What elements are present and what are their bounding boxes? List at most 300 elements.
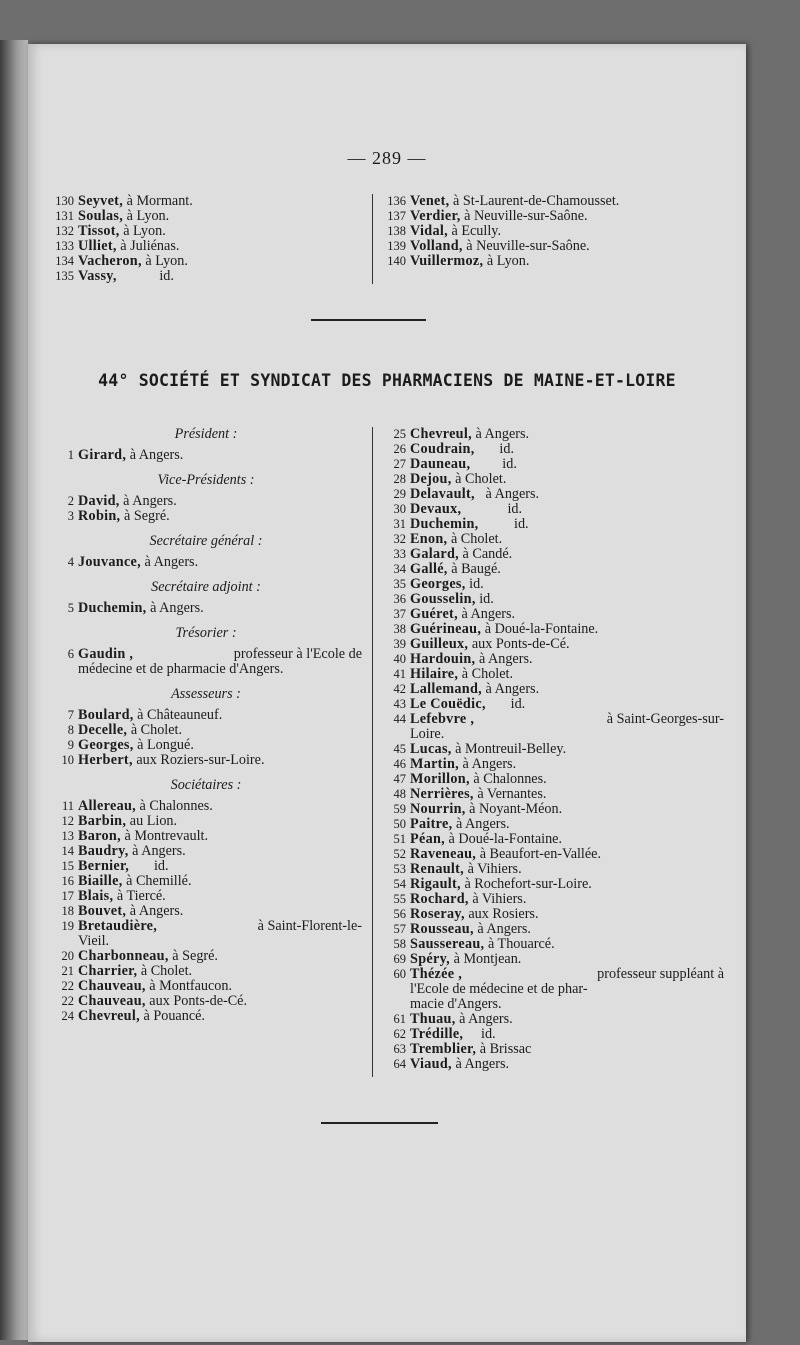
entry-number: 36	[393, 592, 406, 606]
member-name: Rochard,	[410, 891, 469, 907]
member-name: Tissot,	[78, 223, 120, 239]
member-location: à Cholet.	[447, 531, 503, 547]
entry-number: 64	[393, 1057, 406, 1071]
member-entry	[382, 817, 724, 832]
member-entry	[50, 799, 362, 814]
member-location: à Thouarcé.	[484, 936, 555, 952]
member-location: à Chemillé.	[122, 873, 192, 889]
entry-number: 43	[393, 697, 406, 711]
member-name: Girard,	[78, 447, 127, 463]
entry-number: 31	[393, 517, 406, 531]
member-location: à Angers.	[128, 843, 186, 859]
member-location: à Noyant-Méon.	[465, 801, 563, 817]
member-name: Le Couëdic,	[410, 696, 486, 712]
member-location: à Saint-Florent-le-	[257, 918, 362, 934]
member-entry	[382, 472, 724, 487]
end-rule	[321, 1122, 438, 1124]
member-name: Biaille,	[78, 873, 123, 889]
member-location: à Angers.	[119, 493, 177, 509]
member-name: Devaux,	[410, 501, 462, 517]
entry-number: 134	[55, 254, 74, 268]
role-secretaire-general: Secrétaire général :	[149, 533, 263, 549]
member-entry	[50, 555, 362, 570]
member-location: à Mormant.	[123, 193, 193, 209]
member-location: à Angers.	[471, 426, 530, 442]
entry-number: 138	[387, 224, 406, 238]
entry-number: 38	[393, 622, 406, 636]
member-location: à Cholet.	[127, 722, 183, 738]
member-name: Trédille,	[410, 1026, 464, 1042]
entry-number: 137	[387, 209, 406, 223]
entry-number: 22	[61, 979, 74, 993]
member-name: Viaud,	[410, 1056, 452, 1072]
role-societaires: Sociétaires :	[170, 777, 242, 793]
member-entry	[382, 667, 724, 682]
member-name: Georges,	[78, 737, 134, 753]
member-entry	[50, 448, 362, 463]
member-entry	[382, 832, 724, 847]
entry-number: 53	[393, 862, 406, 876]
entry-number: 55	[393, 892, 406, 906]
member-name: Lallemand,	[410, 681, 482, 697]
member-entry	[382, 907, 724, 922]
member-name: Charbonneau,	[78, 948, 169, 964]
member-name: Gousselin,	[410, 591, 476, 607]
member-entry	[382, 967, 724, 1012]
member-location: id.	[475, 591, 494, 607]
entry-number: 60	[393, 967, 406, 981]
right-column	[382, 427, 724, 1072]
entry-number: 27	[393, 457, 406, 471]
member-location: à Angers.	[475, 651, 533, 667]
member-name: Morillon,	[410, 771, 470, 787]
member-entry	[50, 509, 362, 524]
member-location-continued: médecine et de pharmacie d'Angers.	[78, 661, 284, 677]
member-location: à Cholet.	[458, 666, 514, 682]
member-location: à Cholet.	[451, 471, 507, 487]
entry-number: 28	[393, 472, 406, 486]
member-name: Georges,	[410, 576, 466, 592]
member-entry	[382, 1012, 724, 1027]
member-name: Hilaire,	[410, 666, 459, 682]
member-entry	[50, 859, 362, 874]
member-name: Thézée ,	[410, 966, 463, 982]
member-name: Decelle,	[78, 722, 128, 738]
member-entry	[382, 952, 724, 967]
member-name: Barbin,	[78, 813, 127, 829]
member-name: Bernier,	[78, 858, 130, 874]
member-location: à Juliénas.	[116, 238, 180, 254]
entry-number: 24	[61, 1009, 74, 1023]
member-name: Soulas,	[78, 208, 124, 224]
entry-number: 33	[393, 547, 406, 561]
member-name: Nerrières,	[410, 786, 474, 802]
member-entry	[382, 457, 724, 472]
role-president: Président :	[174, 426, 238, 442]
member-location: professeur à l'Ecole de	[233, 646, 362, 662]
member-location-continued: Vieil.	[78, 933, 110, 949]
member-entry	[382, 637, 724, 652]
entry-number: 41	[393, 667, 406, 681]
member-location: à Doué-la-Fontaine.	[481, 621, 599, 637]
member-entry	[50, 919, 362, 949]
entry-number: 136	[387, 194, 406, 208]
member-entry	[382, 937, 724, 952]
column-divider-main	[372, 427, 373, 1077]
member-location: id.	[116, 268, 174, 284]
member-location: au Lion.	[126, 813, 178, 829]
member-location: à Longué.	[133, 737, 194, 753]
member-entry	[50, 874, 362, 889]
entry-number: 130	[55, 194, 74, 208]
entry-number: 29	[393, 487, 406, 501]
member-location: id.	[470, 456, 517, 472]
member-entry	[382, 442, 724, 457]
book-page	[28, 44, 746, 1342]
member-entry	[50, 194, 380, 209]
member-entry	[382, 1027, 724, 1042]
member-entry	[382, 254, 722, 269]
entry-number: 25	[393, 427, 406, 441]
entry-number: 20	[61, 949, 74, 963]
entry-number: 9	[67, 738, 74, 752]
entry-number: 61	[393, 1012, 406, 1026]
member-entry	[50, 753, 362, 768]
member-name: Dauneau,	[410, 456, 471, 472]
member-entry	[382, 847, 724, 862]
member-entry	[382, 532, 724, 547]
member-name: Vassy,	[78, 268, 117, 284]
member-entry	[50, 224, 380, 239]
entry-number: 7	[67, 708, 74, 722]
entry-number: 3	[67, 509, 74, 523]
member-location: à Lyon.	[141, 253, 188, 269]
entry-number: 15	[61, 859, 74, 873]
member-entry	[50, 979, 362, 994]
entry-number: 16	[61, 874, 74, 888]
entry-number: 131	[55, 209, 74, 223]
member-entry	[382, 892, 724, 907]
member-entry	[50, 829, 362, 844]
member-location: à Vernantes.	[473, 786, 547, 802]
entry-number: 4	[67, 555, 74, 569]
member-name: Péan,	[410, 831, 445, 847]
member-entry	[50, 738, 362, 753]
member-name: Hardouin,	[410, 651, 476, 667]
member-name: Rousseau,	[410, 921, 474, 937]
member-name: Jouvance,	[78, 554, 141, 570]
member-location: à Angers.	[126, 447, 184, 463]
member-name: Chevreul,	[410, 426, 472, 442]
member-name: Galard,	[410, 546, 459, 562]
member-location-continued: Loire.	[410, 726, 445, 742]
member-location: professeur suppléant à	[597, 966, 724, 982]
member-name: Gaudin ,	[78, 646, 134, 662]
member-entry	[50, 494, 362, 509]
top-right-list	[382, 194, 722, 269]
member-location: à Châteauneuf.	[133, 707, 223, 723]
entry-number: 19	[61, 919, 74, 933]
member-entry	[382, 517, 724, 532]
entry-number: 21	[61, 964, 74, 978]
member-entry	[382, 772, 724, 787]
member-location: à Chalonnes.	[136, 798, 213, 814]
member-name: Verdier,	[410, 208, 461, 224]
entry-number: 26	[393, 442, 406, 456]
member-location-continued: l'Ecole de médecine et de phar-	[410, 981, 588, 997]
entry-number: 18	[61, 904, 74, 918]
member-location: à Ecully.	[447, 223, 501, 239]
member-name: Martin,	[410, 756, 459, 772]
entry-number: 1	[67, 448, 74, 462]
role-vice-presidents: Vice-Présidents :	[157, 472, 255, 488]
member-entry	[50, 889, 362, 904]
member-entry	[50, 254, 380, 269]
member-entry	[50, 844, 362, 859]
entry-number: 14	[61, 844, 74, 858]
member-location-continued: macie d'Angers.	[410, 996, 502, 1012]
member-name: Chauveau,	[78, 993, 146, 1009]
member-name: Allereau,	[78, 798, 136, 814]
role-tresorier: Trésorier :	[175, 625, 237, 641]
member-entry	[382, 697, 724, 712]
member-location: à Segré.	[120, 508, 170, 524]
member-name: Lefebvre ,	[410, 711, 475, 727]
member-location: aux Ponts-de-Cé.	[145, 993, 248, 1009]
previous-page-edge	[0, 40, 28, 1340]
member-name: Paitre,	[410, 816, 453, 832]
member-name: Thuau,	[410, 1011, 456, 1027]
member-location: id.	[478, 516, 529, 532]
column-divider-top	[372, 194, 373, 284]
member-name: Delavault,	[410, 486, 475, 502]
member-name: Vidal,	[410, 223, 448, 239]
member-name: Bouvet,	[78, 903, 127, 919]
entry-number: 12	[61, 814, 74, 828]
member-location: à Pouancé.	[139, 1008, 205, 1024]
member-location: à Cholet.	[137, 963, 193, 979]
member-location: à Montrevault.	[120, 828, 209, 844]
member-entry	[382, 787, 724, 802]
member-name: Raveneau,	[410, 846, 477, 862]
member-location: à Montreuil-Belley.	[451, 741, 567, 757]
member-name: Ulliet,	[78, 238, 117, 254]
member-entry	[50, 601, 362, 616]
page-number: — 289 —	[347, 148, 427, 168]
top-left-list	[50, 194, 380, 284]
entry-number: 46	[393, 757, 406, 771]
member-location: à Angers.	[141, 554, 199, 570]
member-name: Rigault,	[410, 876, 461, 892]
member-name: Vuillermoz,	[410, 253, 484, 269]
member-entry	[50, 814, 362, 829]
entry-number: 140	[387, 254, 406, 268]
member-name: Blais,	[78, 888, 114, 904]
entry-number: 13	[61, 829, 74, 843]
entry-number: 69	[393, 952, 406, 966]
left-column	[50, 427, 362, 1024]
member-location: id.	[465, 576, 484, 592]
member-entry	[382, 194, 722, 209]
member-location: à Montfaucon.	[145, 978, 233, 994]
entry-number: 22	[61, 994, 74, 1008]
member-entry	[382, 224, 722, 239]
member-location: à Montjean.	[450, 951, 522, 967]
entry-number: 35	[393, 577, 406, 591]
member-location: à Vihiers.	[464, 861, 522, 877]
member-entry	[382, 742, 724, 757]
entry-number: 50	[393, 817, 406, 831]
member-entry	[50, 209, 380, 224]
member-name: Tremblier,	[410, 1041, 477, 1057]
member-location: à Angers.	[474, 486, 540, 502]
member-entry	[382, 712, 724, 742]
entry-number: 42	[393, 682, 406, 696]
member-name: Baron,	[78, 828, 121, 844]
entry-number: 51	[393, 832, 406, 846]
member-location: à Brissac	[476, 1041, 532, 1057]
member-location: à Lyon.	[119, 223, 166, 239]
member-name: Saussereau,	[410, 936, 485, 952]
member-location: id.	[129, 858, 169, 874]
entry-number: 47	[393, 772, 406, 786]
member-location: à Angers.	[126, 903, 184, 919]
member-name: David,	[78, 493, 120, 509]
member-entry	[50, 904, 362, 919]
member-entry	[382, 802, 724, 817]
member-entry	[382, 209, 722, 224]
member-entry	[50, 949, 362, 964]
member-location: à Candé.	[459, 546, 513, 562]
member-location: id.	[474, 441, 515, 457]
entry-number: 6	[67, 647, 74, 661]
member-location: à Tiercé.	[113, 888, 166, 904]
member-entry	[382, 427, 724, 442]
member-name: Roseray,	[410, 906, 465, 922]
entry-number: 30	[393, 502, 406, 516]
member-entry	[50, 964, 362, 979]
member-name: Chauveau,	[78, 978, 146, 994]
member-entry	[382, 877, 724, 892]
member-entry	[50, 723, 362, 738]
entry-number: 2	[67, 494, 74, 508]
member-location: à Lyon.	[123, 208, 170, 224]
member-name: Vacheron,	[78, 253, 142, 269]
member-location: à Angers.	[457, 606, 516, 622]
entry-number: 39	[393, 637, 406, 651]
entry-number: 45	[393, 742, 406, 756]
member-entry	[382, 757, 724, 772]
section-heading: 44° SOCIÉTÉ ET SYNDICAT DES PHARMACIENS DE MAINE-ET-LOIRE	[98, 371, 676, 390]
member-name: Seyvet,	[78, 193, 124, 209]
entry-number: 56	[393, 907, 406, 921]
member-location: id.	[463, 1026, 496, 1042]
member-entry	[382, 922, 724, 937]
member-name: Baudry,	[78, 843, 129, 859]
member-name: Coudrain,	[410, 441, 475, 457]
member-entry	[382, 682, 724, 697]
entry-number: 59	[393, 802, 406, 816]
member-location: à Lyon.	[483, 253, 530, 269]
member-entry	[382, 547, 724, 562]
member-location: à Angers.	[451, 1056, 510, 1072]
member-location: id.	[485, 696, 526, 712]
member-entry	[382, 562, 724, 577]
member-location: à Chalonnes.	[469, 771, 547, 787]
member-entry	[382, 502, 724, 517]
entry-number: 54	[393, 877, 406, 891]
member-entry	[50, 647, 362, 677]
member-location: à Angers.	[459, 756, 517, 772]
entry-number: 10	[61, 753, 74, 767]
entry-number: 62	[393, 1027, 406, 1041]
entry-number: 132	[55, 224, 74, 238]
member-location: à Angers.	[146, 600, 204, 616]
member-entry	[50, 708, 362, 723]
entry-number: 40	[393, 652, 406, 666]
entry-number: 44	[393, 712, 406, 726]
member-name: Charrier,	[78, 963, 138, 979]
section-rule	[311, 319, 426, 321]
member-entry	[382, 239, 722, 254]
entry-number: 135	[55, 269, 74, 283]
member-name: Renault,	[410, 861, 465, 877]
entry-number: 11	[61, 799, 74, 813]
member-entry	[382, 487, 724, 502]
member-entry	[50, 994, 362, 1009]
member-location: à Segré.	[168, 948, 218, 964]
member-location: à Angers.	[452, 816, 510, 832]
member-name: Spéry,	[410, 951, 451, 967]
member-entry	[50, 1009, 362, 1024]
entry-number: 8	[67, 723, 74, 737]
member-name: Guérineau,	[410, 621, 482, 637]
entry-number: 57	[393, 922, 406, 936]
entry-number: 34	[393, 562, 406, 576]
member-location: id.	[461, 501, 523, 517]
role-assesseurs: Assesseurs :	[171, 686, 241, 702]
member-location: à Neuville-sur-Saône.	[462, 238, 590, 254]
entry-number: 32	[393, 532, 406, 546]
member-name: Volland,	[410, 238, 463, 254]
member-location: à Vihiers.	[468, 891, 527, 907]
member-name: Guéret,	[410, 606, 458, 622]
member-entry	[382, 1042, 724, 1057]
member-name: Guilleux,	[410, 636, 469, 652]
member-name: Venet,	[410, 193, 450, 209]
entry-number: 48	[393, 787, 406, 801]
member-location: à St-Laurent-de-Chamousset.	[449, 193, 620, 209]
member-name: Herbert,	[78, 752, 133, 768]
member-entry	[382, 652, 724, 667]
member-name: Nourrin,	[410, 801, 466, 817]
member-name: Bretaudière,	[78, 918, 158, 934]
member-location: à Angers.	[481, 681, 540, 697]
member-location: à Neuville-sur-Saône.	[460, 208, 588, 224]
member-entry	[50, 269, 380, 284]
member-location: à Baugé.	[447, 561, 501, 577]
member-entry	[382, 1057, 724, 1072]
member-entry	[382, 622, 724, 637]
member-name: Duchemin,	[410, 516, 479, 532]
entry-number: 5	[67, 601, 74, 615]
member-name: Chevreul,	[78, 1008, 140, 1024]
entry-number: 58	[393, 937, 406, 951]
member-name: Dejou,	[410, 471, 452, 487]
member-location: à Angers.	[473, 921, 531, 937]
member-entry	[382, 607, 724, 622]
member-name: Enon,	[410, 531, 448, 547]
